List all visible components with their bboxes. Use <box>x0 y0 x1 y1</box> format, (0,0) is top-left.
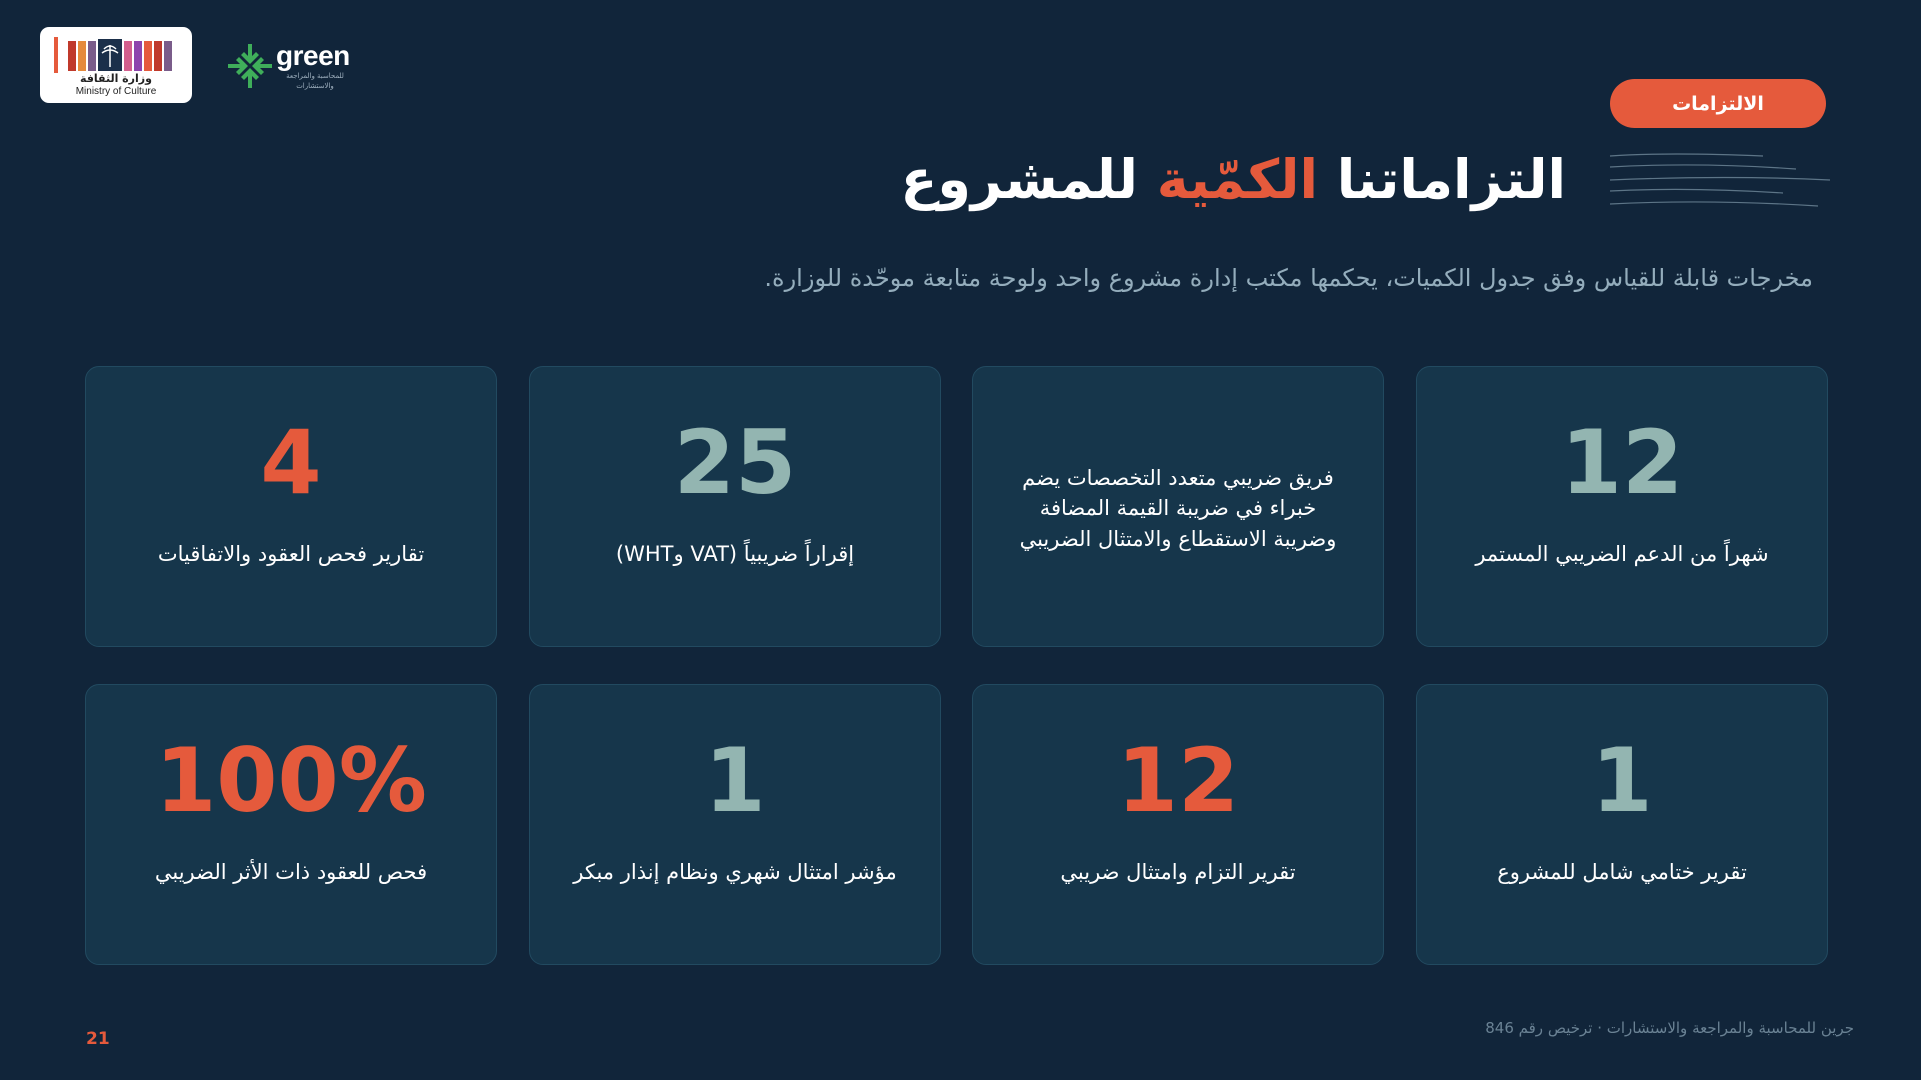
green-wordmark: green <box>276 40 350 71</box>
card-label: شهراً من الدعم الضريبي المستمر <box>1475 542 1769 566</box>
card-description: فريق ضريبي متعدد التخصصات يضم خبراء في ضريبة القيمة المضافة وضريبة الاستقطاع والامتثال الضريبي <box>1019 466 1337 551</box>
title-part2: للمشروع <box>900 148 1157 211</box>
card-contract-review <box>85 684 497 965</box>
card-number: 25 <box>673 411 797 514</box>
card-label: تقرير التزام وامتثال ضريبي <box>1060 860 1296 884</box>
green-sub-line1: للمحاسبة والمراجعة <box>286 72 344 80</box>
green-mark-icon <box>226 42 274 90</box>
card-number: 1 <box>1591 729 1653 832</box>
ministry-name-ar: وزارة الثقافة <box>80 72 152 85</box>
card-compliance-index <box>529 684 941 965</box>
title-part1: التزاماتنا <box>1317 148 1566 211</box>
card-number: 100% <box>155 729 427 832</box>
card-number: 1 <box>704 729 766 832</box>
ministry-logo-bars-icon <box>54 37 180 73</box>
ministry-of-culture-logo <box>40 27 192 103</box>
card-number: 12 <box>1560 411 1684 514</box>
card-label: فحص للعقود ذات الأثر الضريبي <box>154 860 428 884</box>
card-label: إقراراً ضريبياً (VAT وWHT) <box>615 542 855 566</box>
card-number: 12 <box>1116 729 1240 832</box>
green-sub-line2: والاستشارات <box>296 82 334 90</box>
page-subtitle: مخرجات قابلة للقياس وفق جدول الكميات، يحكمها مكتب إدارة مشروع واحد ولوحة متابعة موحّدة للوزارة. <box>764 264 1813 292</box>
section-tag: الالتزامات <box>1610 79 1826 128</box>
page-title <box>900 148 1566 211</box>
page-number: 21 <box>86 1029 110 1049</box>
card-contract-reports <box>85 366 497 647</box>
card-label: تقرير ختامي شامل للمشروع <box>1497 860 1747 884</box>
card-number: 4 <box>260 411 322 514</box>
card-final-report <box>1416 684 1828 965</box>
green-company-logo <box>226 40 366 92</box>
card-compliance-reports <box>972 684 1384 965</box>
title-highlight: الكمّية <box>1156 148 1318 211</box>
footer-note: جرين للمحاسبة والمراجعة والاستشارات · ترخيص رقم 846 <box>1485 1019 1854 1037</box>
decorative-lines-icon <box>1608 150 1830 210</box>
card-support-months <box>1416 366 1828 647</box>
card-tax-returns <box>529 366 941 647</box>
card-label: مؤشر امتثال شهري ونظام إنذار مبكر <box>573 860 897 884</box>
card-label: تقارير فحص العقود والاتفاقيات <box>157 542 425 566</box>
ministry-name-en: Ministry of Culture <box>75 86 157 97</box>
card-tax-team <box>972 366 1384 647</box>
